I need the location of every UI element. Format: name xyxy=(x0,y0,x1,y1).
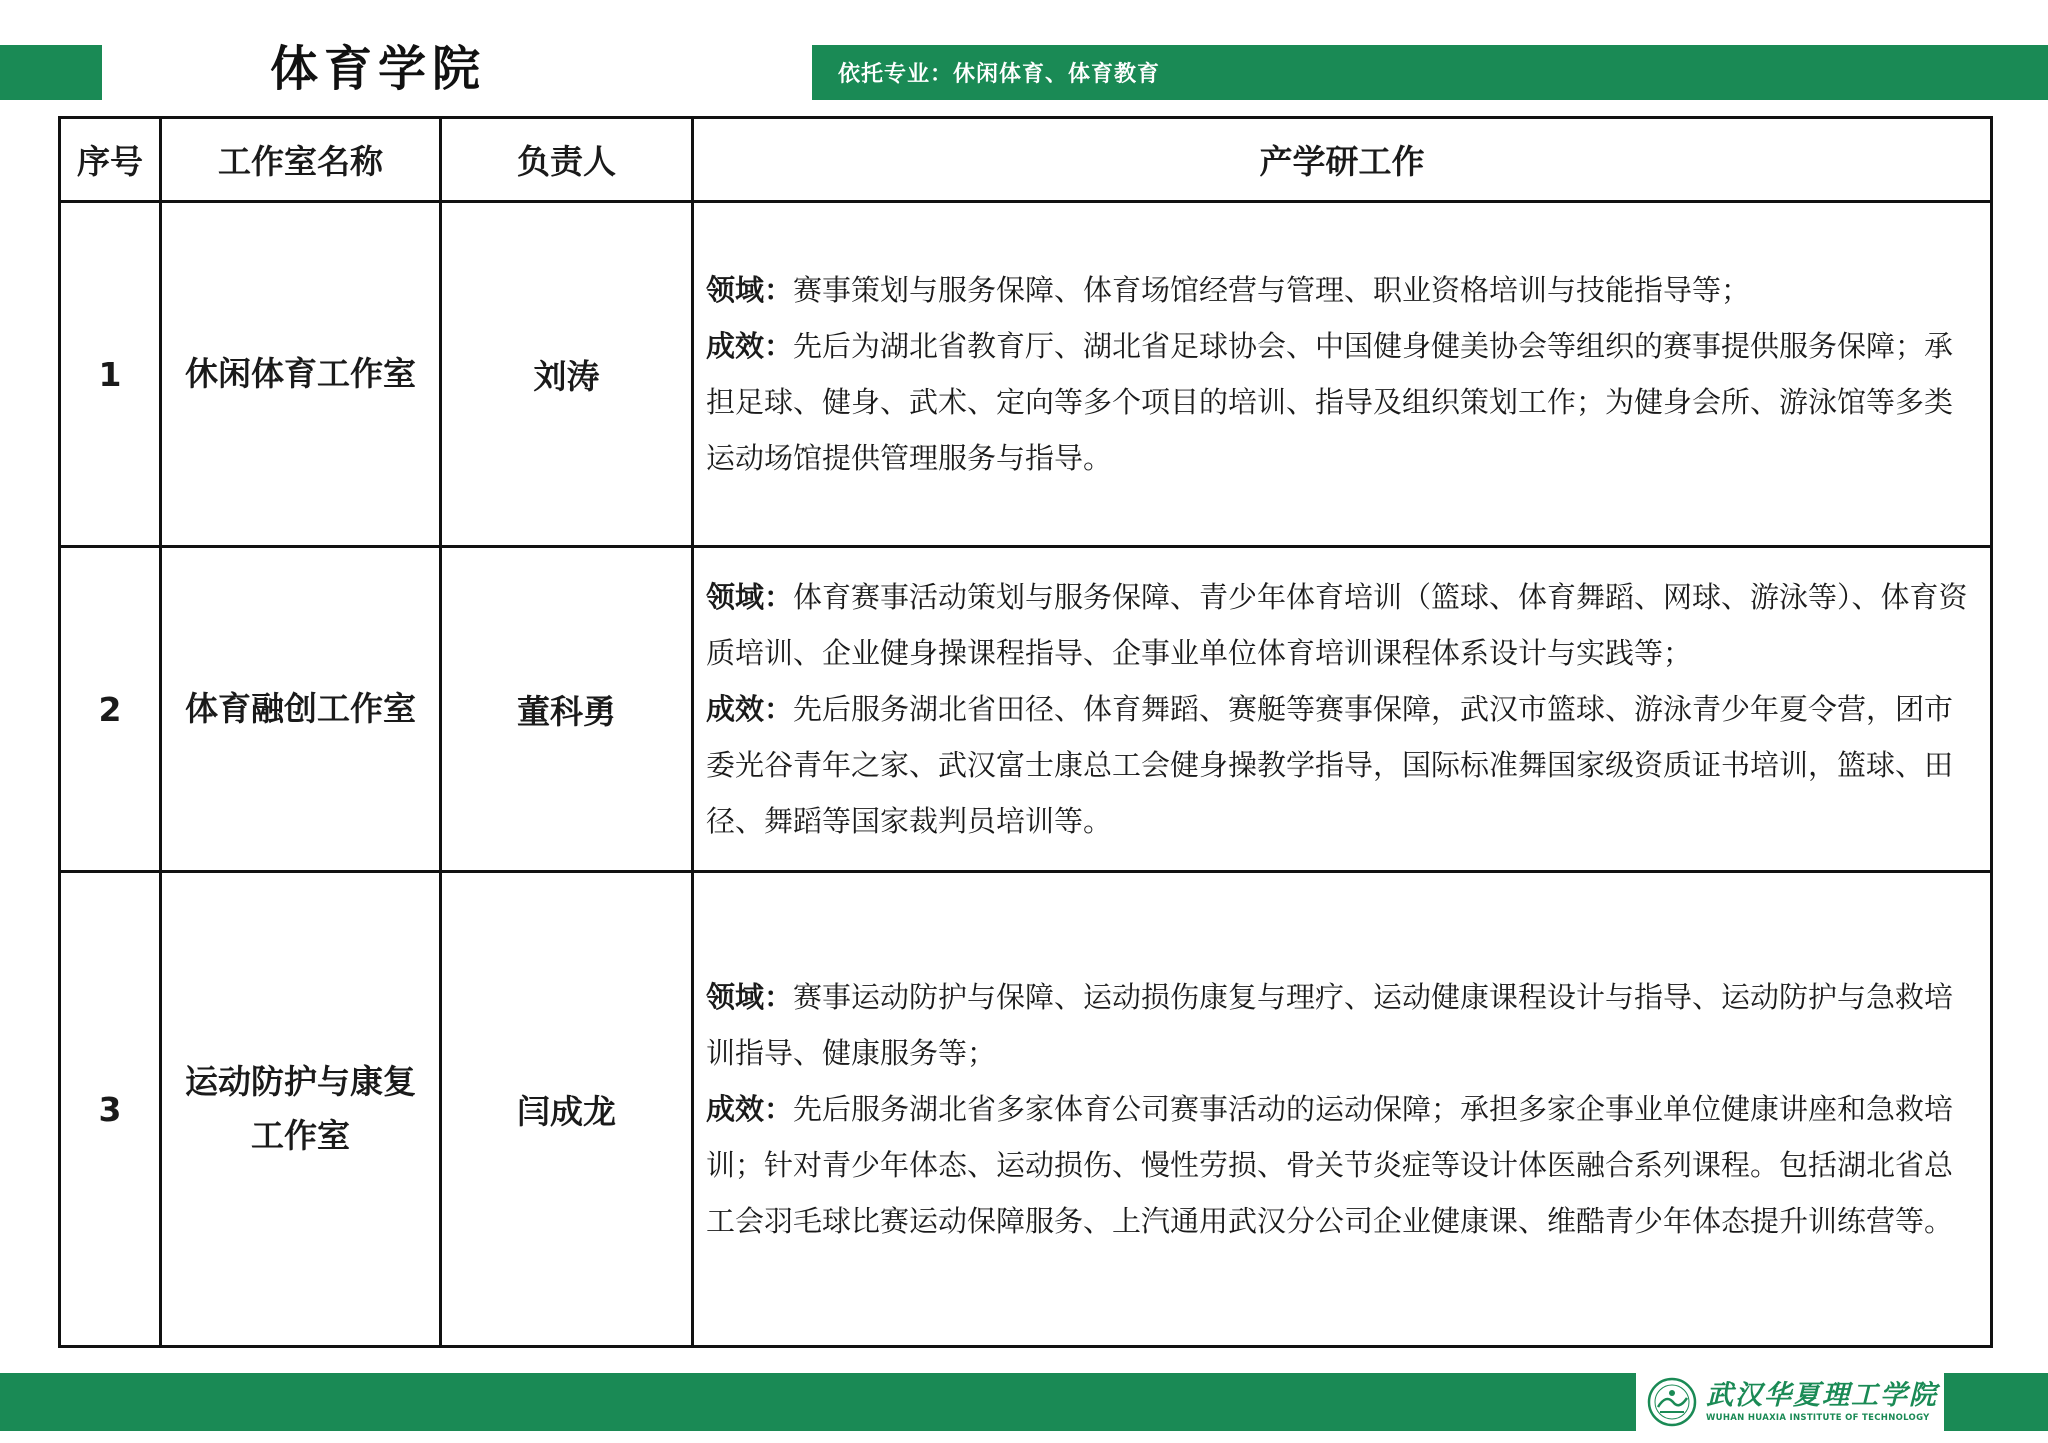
header-left-bar xyxy=(0,45,102,100)
field-label: 领域： xyxy=(706,980,794,1014)
field-label: 领域： xyxy=(706,273,794,307)
footer-right-bar xyxy=(1944,1373,2048,1431)
field-paragraph xyxy=(706,569,1976,681)
field-text: 赛事策划与服务保障、体育场馆经营与管理、职业资格培训与技能指导等； xyxy=(793,273,1751,307)
studio-name-line: 工作室 xyxy=(251,1116,350,1155)
table-row xyxy=(60,547,1992,872)
result-text: 先后服务湖北省田径、体育舞蹈、赛艇等赛事保障，武汉市篮球、游泳青少年夏令营，团市委光谷青年之家、武汉富士康总工会健身操教学指导，国际标准舞国家级资质证书培训，篮球、田径、舞蹈等国家裁判员培训等。 xyxy=(706,692,1954,838)
table-row xyxy=(60,202,1992,547)
school-emblem-icon xyxy=(1646,1376,1698,1428)
page-title: 体育学院 xyxy=(270,41,487,97)
studio-lead: 闫成龙 xyxy=(441,872,693,1347)
result-paragraph xyxy=(706,681,1976,849)
table-header-row xyxy=(60,118,1992,202)
field-paragraph xyxy=(706,262,1976,318)
studio-name xyxy=(161,872,441,1347)
result-label: 成效： xyxy=(706,692,794,726)
result-paragraph xyxy=(706,318,1976,486)
header-subtitle: 依托专业：休闲体育、体育教育 xyxy=(838,62,1161,87)
result-paragraph xyxy=(706,1081,1976,1249)
school-logo xyxy=(1646,1370,1938,1434)
column-header-num: 序号 xyxy=(60,118,161,202)
table-row xyxy=(60,872,1992,1347)
field-text: 赛事运动防护与保障、运动损伤康复与理疗、运动健康课程设计与指导、运动防护与急救培训指导、健康服务等； xyxy=(706,980,1954,1070)
studio-work xyxy=(693,872,1992,1347)
field-paragraph xyxy=(706,969,1976,1081)
column-header-name: 工作室名称 xyxy=(161,118,441,202)
result-text: 先后为湖北省教育厅、湖北省足球协会、中国健身健美协会等组织的赛事提供服务保障；承担足球、健身、武术、定向等多个项目的培训、指导及组织策划工作；为健身会所、游泳馆等多类运动场馆提供管理服务与指导。 xyxy=(706,329,1954,475)
result-text: 先后服务湖北省多家体育公司赛事活动的运动保障；承担多家企事业单位健康讲座和急救培训；针对青少年体态、运动损伤、慢性劳损、骨关节炎症等设计体医融合系列课程。包括湖北省总工会羽毛球比赛运动保障服务、上汽通用武汉分公司企业健康课、维酷青少年体态提升训练营等。 xyxy=(706,1092,1954,1238)
studio-lead: 刘涛 xyxy=(441,202,693,547)
footer-left-bar xyxy=(0,1373,1636,1431)
column-header-work: 产学研工作 xyxy=(693,118,1992,202)
studio-work xyxy=(693,202,1992,547)
studio-table xyxy=(58,116,1993,1348)
result-label: 成效： xyxy=(706,1092,794,1126)
row-number: 1 xyxy=(60,202,161,547)
field-text: 体育赛事活动策划与服务保障、青少年体育培训（篮球、体育舞蹈、网球、游泳等）、体育资质培训、企业健身操课程指导、企事业单位体育培训课程体系设计与实践等； xyxy=(706,580,1968,670)
field-label: 领域： xyxy=(706,580,794,614)
header-right-bar xyxy=(812,45,2048,100)
studio-name: 体育融创工作室 xyxy=(161,547,441,872)
studio-name: 休闲体育工作室 xyxy=(161,202,441,547)
studio-name-line: 运动防护与康复 xyxy=(185,1062,416,1101)
row-number: 3 xyxy=(60,872,161,1347)
result-label: 成效： xyxy=(706,329,794,363)
column-header-lead: 负责人 xyxy=(441,118,693,202)
studio-work xyxy=(693,547,1992,872)
logo-chinese-name: 武汉华夏理工学院 xyxy=(1706,1380,1938,1411)
row-number: 2 xyxy=(60,547,161,872)
logo-english-name: WUHAN HUAXIA INSTITUTE OF TECHNOLOGY xyxy=(1706,1413,1930,1423)
studio-lead: 董科勇 xyxy=(441,547,693,872)
